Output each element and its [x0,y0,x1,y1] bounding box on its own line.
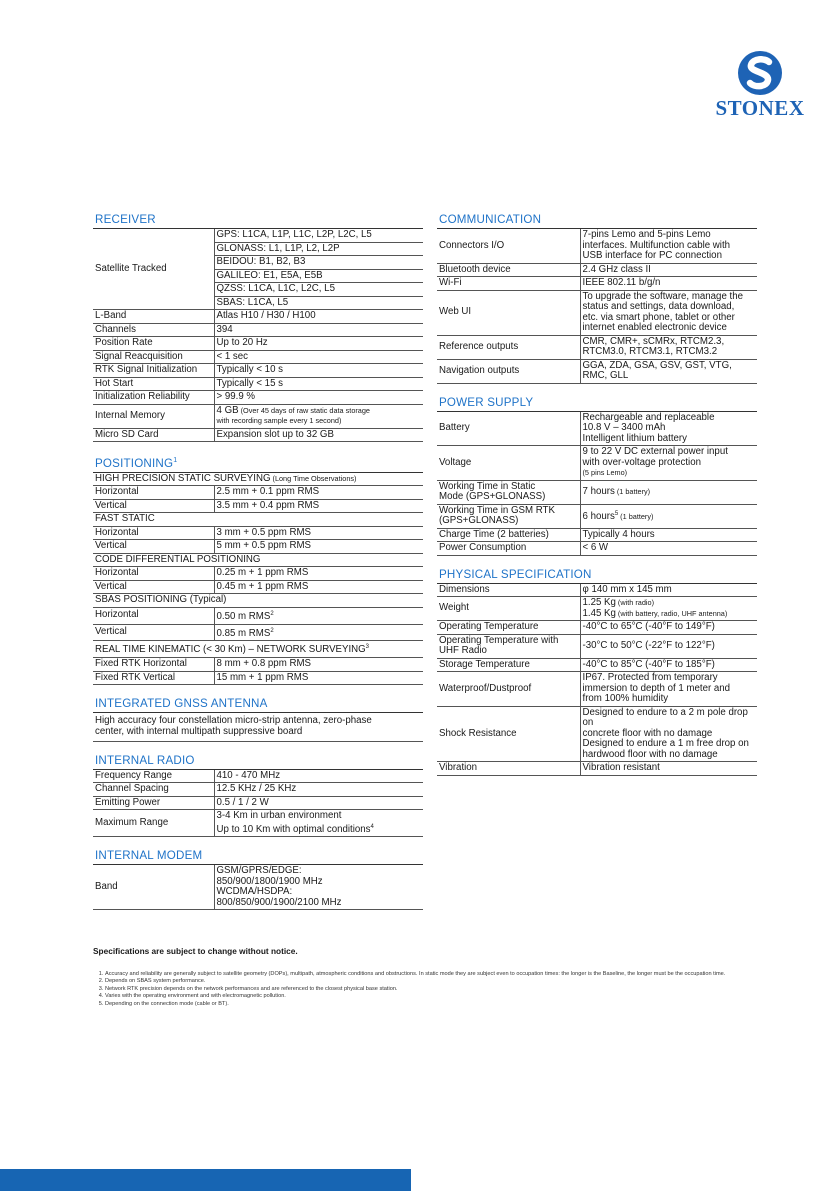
spec-label: RTK Signal Initialization [93,364,214,378]
satellite-label: Satellite Tracked [93,229,214,310]
spec-label: Emitting Power [93,796,214,810]
spec-value: 5 mm + 0.5 ppm RMS [214,540,423,554]
memory-note-2: with recording sample every 1 second) [216,416,342,425]
footnotes [93,946,783,1008]
spec-value [580,229,757,263]
table-row [93,624,423,641]
value-note: (1 battery) [618,512,654,522]
spec-label: Connectors I/O [437,229,580,263]
spec-label: L-Band [93,310,214,324]
spec-label: Vibration [437,762,580,776]
spec-value: 0.25 m + 1 ppm RMS [214,567,423,581]
table-row [93,783,423,797]
physical-table [437,584,757,776]
spec-label: Fixed RTK Vertical [93,671,214,685]
table-row [93,404,423,428]
communication-title: COMMUNICATION [437,213,757,229]
table-row [437,412,757,446]
value-line: 7-pins Lemo and 5-pins Lemo [582,229,711,240]
table-row [93,810,423,837]
table-row [93,229,423,242]
value-line: etc. via smart phone, tablet or other [582,311,735,323]
memory-size: 4 GB [216,404,239,416]
subsection-note: (Long Time Observations) [270,473,357,483]
spec-label: Initialization Reliability [93,391,214,405]
footnote-marker: 2 [270,627,274,634]
value-line: internet enabled electronic device [582,322,727,333]
table-row [93,428,423,442]
spec-label: Reference outputs [437,335,580,359]
table-row [437,229,757,263]
footnote-marker: 5 [614,511,619,518]
table-row [93,607,423,624]
band-line: 800/850/900/1900/2100 MHz [216,896,342,908]
spec-label: Weight [437,597,580,621]
footnote-marker: 4 [370,823,374,830]
table-row [437,290,757,335]
antenna-line: High accuracy four constellation micro-strip antenna, zero-phase [95,715,372,727]
label-line: Working Time in GSM RTK [439,504,555,516]
spec-label: Channel Spacing [93,783,214,797]
spec-label: Battery [437,412,580,446]
spec-label: Hot Start [93,377,214,391]
footnote-marker: 2 [270,610,274,617]
label-line: Mode (GPS+GLONASS) [439,491,546,502]
communication-table [437,229,757,384]
spec-label [437,504,580,528]
table-row [93,337,423,351]
table-row [437,446,757,481]
spec-value: Typically < 15 s [214,377,423,391]
table-row [437,504,757,528]
value-note: (with battery, radio, UHF antenna) [615,608,728,618]
table-row [93,486,423,500]
label-line: Operating Temperature with [439,634,559,646]
value-line: Rechargeable and replaceable [582,411,715,423]
subsection-title: FAST STATIC [93,513,423,527]
spec-value: Expansion slot up to 32 GB [214,428,423,442]
spec-value [214,624,423,641]
spec-value [580,597,757,621]
table-row [437,528,757,542]
spec-value [580,412,757,446]
positioning-title-text: POSITIONING [95,456,174,470]
spec-value: 3.5 mm + 0.4 ppm RMS [214,499,423,513]
spec-label: Horizontal [93,607,214,624]
table-row [437,480,757,504]
antenna-description [93,713,423,742]
spec-label: Vertical [93,540,214,554]
spec-value: 2.5 mm + 0.1 ppm RMS [214,486,423,500]
spec-value: Typically 4 hours [580,528,757,542]
value-line: RTCM3.0, RTCM3.1, RTCM3.2 [582,346,718,357]
spec-label: Web UI [437,290,580,335]
antenna-title: INTEGRATED GNSS ANTENNA [93,697,423,713]
positioning-title [93,454,423,473]
modem-table [93,865,423,910]
spec-value: Atlas H10 / H30 / H100 [214,310,423,324]
spec-label [437,480,580,504]
spec-value-text: 0.85 m RMS [216,627,271,639]
spec-label: Dimensions [437,584,580,597]
value-line: hardwood floor with no damage [582,748,718,760]
disclaimer: Specifications are subject to change without notice. [93,946,298,956]
table-row [93,364,423,378]
footnote-marker: 1 [173,457,178,464]
spec-label: Horizontal [93,486,214,500]
subsection-title-text: HIGH PRECISION STATIC SURVEYING [95,472,271,484]
table-row [93,796,423,810]
memory-note: (Over 45 days of raw static data storage [238,405,370,415]
table-row [93,553,423,567]
spec-value: Typically < 10 s [214,364,423,378]
spec-value: 2.4 GHz class II [580,263,757,277]
footnote-item: 1. Accuracy and reliability are generally subject to satellite geometry (DOPs), multipath, atmospheric conditions and obstructions. In static mode they are subject even to occupation times: the longer is the Baseline, the longer must be the occupation time. [105,971,783,978]
stonex-logo [705,50,815,121]
spec-label: Vertical [93,624,214,641]
table-row [93,641,423,658]
satellite-value: GLONASS: L1, L1P, L2, L2P [214,242,423,256]
spec-label: Storage Temperature [437,658,580,672]
table-row [437,634,757,658]
spec-label: Position Rate [93,337,214,351]
spec-value: 0.45 m + 1 ppm RMS [214,580,423,594]
spec-value: < 1 sec [214,350,423,364]
brand-name: STONEX [715,96,805,120]
footnote-item: 4. Varies with the operating environment and with electromagnetic pollution. [105,993,783,1000]
table-row [437,335,757,359]
band-line: GSM/GPRS/EDGE: [216,865,302,877]
spec-label: Shock Resistance [437,706,580,762]
spec-label: Fixed RTK Horizontal [93,658,214,672]
subsection-title: CODE DIFFERENTIAL POSITIONING [93,553,423,567]
value-note: (with radio) [615,598,655,607]
value-line: interfaces. Multifunction cable with [582,239,731,251]
spec-label: Operating Temperature [437,621,580,635]
satellite-value: QZSS: L1CA, L1C, L2C, L5 [214,283,423,297]
spec-value [214,865,423,910]
spec-label: Voltage [437,446,580,481]
spec-value: φ 140 mm x 145 mm [580,584,757,597]
footer-bar [0,1169,411,1191]
subsection-title [93,473,423,486]
table-row [93,567,423,581]
table-row [93,350,423,364]
value-note: (5 pins Lemo) [582,468,628,477]
value-line: 6 hours [582,511,615,523]
value-line: GGA, ZDA, GSA, GSV, GST, VTG, [582,359,732,371]
spec-label: Signal Reacquisition [93,350,214,364]
table-row [93,499,423,513]
spec-value: 394 [214,323,423,337]
value-line: Intelligent lithium battery [582,432,687,444]
value-line: from 100% humidity [582,693,669,704]
range-line: Up to 10 Km with optimal conditions [216,823,371,835]
table-row [437,359,757,383]
power-table [437,412,757,556]
modem-title: INTERNAL MODEM [93,849,423,865]
spec-label: Vertical [93,499,214,513]
spec-value [580,504,757,528]
label-line: (GPS+GLONASS) [439,515,519,526]
table-row [93,513,423,527]
satellite-value: BEIDOU: B1, B2, B3 [214,256,423,270]
spec-value: 0.5 / 1 / 2 W [214,796,423,810]
value-line: To upgrade the software, manage the [582,290,743,302]
spec-value [580,290,757,335]
table-row [437,263,757,277]
right-column [437,213,757,776]
spec-value: 12.5 KHz / 25 KHz [214,783,423,797]
spec-value [580,446,757,481]
footnote-item: 5. Depending on the connection mode (cable or BT). [105,1001,783,1008]
label-line: Working Time in Static [439,480,536,492]
value-line: status and settings, data download, [582,301,735,312]
stonex-emblem-icon [735,50,785,96]
spec-label: Bluetooth device [437,263,580,277]
positioning-table [93,473,423,685]
spec-value [214,404,423,428]
satellite-value: SBAS: L1CA, L5 [214,296,423,310]
physical-title: PHYSICAL SPECIFICATION [437,568,757,584]
spec-value: Up to 20 Hz [214,337,423,351]
table-row [93,671,423,685]
band-line: WCDMA/HSDPA: [216,886,293,898]
left-column [93,213,423,910]
subsection-title [93,641,423,658]
table-row [437,584,757,597]
value-line: CMR, CMR+, sCMRx, RTCM2.3, [582,335,725,347]
label-line: UHF Radio [439,645,487,656]
range-line: 3-4 Km in urban environment [216,810,342,822]
footnote-item: 3. Network RTK precision depends on the network performances and are referenced to the closest physical base station. [105,986,783,993]
power-title: POWER SUPPLY [437,396,757,412]
spec-value: 410 - 470 MHz [214,770,423,783]
spec-label: Charge Time (2 batteries) [437,528,580,542]
value-line: with over-voltage protection [582,456,701,468]
spec-label: Band [93,865,214,910]
table-row [437,277,757,291]
spec-value: < 6 W [580,542,757,556]
table-row [93,377,423,391]
table-row [93,540,423,554]
value-line: 10.8 V – 3400 mAh [582,422,666,433]
value-line: 7 hours [582,485,615,497]
satellite-value: GPS: L1CA, L1P, L1C, L2P, L2C, L5 [214,229,423,242]
table-row [93,594,423,608]
spec-label: Frequency Range [93,770,214,783]
spec-label: Vertical [93,580,214,594]
spec-label: Navigation outputs [437,359,580,383]
table-row [93,865,423,910]
spec-label: Channels [93,323,214,337]
spec-value [580,359,757,383]
spec-value: -40°C to 85°C (-40°F to 185°F) [580,658,757,672]
spec-value-text: 0.50 m RMS [216,611,271,623]
spec-value: 15 mm + 1 ppm RMS [214,671,423,685]
table-row [437,597,757,621]
spec-value [580,672,757,707]
spec-value: 8 mm + 0.8 ppm RMS [214,658,423,672]
subsection-title: SBAS POSITIONING (Typical) [93,594,423,608]
band-line: 850/900/1800/1900 MHz [216,875,323,887]
table-row [93,391,423,405]
spec-label: Power Consumption [437,542,580,556]
spec-value [214,810,423,837]
footnote-list [93,971,783,1008]
spec-value [580,706,757,762]
spec-label: Internal Memory [93,404,214,428]
spec-value [580,480,757,504]
table-row [93,580,423,594]
antenna-line: center, with internal multipath suppressive board [95,726,303,738]
value-line: Designed to endure to a 2 m pole drop on [582,706,748,728]
spec-label: Horizontal [93,567,214,581]
spec-value [214,607,423,624]
spec-label: Horizontal [93,526,214,540]
footnote-marker: 3 [365,644,370,651]
receiver-title: RECEIVER [93,213,423,229]
spec-label: Maximum Range [93,810,214,837]
spec-label: Wi-Fi [437,277,580,291]
spec-value: -40°C to 65°C (-40°F to 149°F) [580,621,757,635]
subsection-title-text: REAL TIME KINEMATIC (< 30 Km) – NETWORK SURVEYING [95,644,366,656]
spec-value: -30°C to 50°C (-22°F to 122°F) [580,634,757,658]
table-row [437,658,757,672]
value-line: RMC, GLL [582,370,629,381]
value-line: 1.45 Kg [582,607,616,619]
value-line: 9 to 22 V DC external power input [582,446,728,457]
receiver-table [93,229,423,442]
value-line: Designed to endure a 1 m free drop on [582,738,749,749]
radio-title: INTERNAL RADIO [93,754,423,770]
spec-value: 3 mm + 0.5 ppm RMS [214,526,423,540]
table-row [93,526,423,540]
value-line: concrete floor with no damage [582,727,713,739]
radio-table [93,770,423,838]
footnote-item: 2. Depends on SBAS system performance. [105,978,783,985]
table-row [437,706,757,762]
value-line: IP67. Protected from temporary [582,672,718,683]
table-row [437,672,757,707]
table-row [93,658,423,672]
value-line: immersion to depth of 1 meter and [582,682,731,694]
spec-value: > 99.9 % [214,391,423,405]
table-row [437,621,757,635]
value-line: USB interface for PC connection [582,250,722,261]
satellite-value: GALILEO: E1, E5A, E5B [214,269,423,283]
value-note: (1 battery) [614,486,651,496]
table-row [93,323,423,337]
spec-value: IEEE 802.11 b/g/n [580,277,757,291]
spec-value [580,335,757,359]
spec-label: Waterproof/Dustproof [437,672,580,707]
spec-value: Vibration resistant [580,762,757,776]
table-row [93,473,423,486]
table-row [93,310,423,324]
value-line: 1.25 Kg [582,597,616,608]
table-row [437,542,757,556]
spec-label: Micro SD Card [93,428,214,442]
table-row [93,770,423,783]
spec-label [437,634,580,658]
table-row [437,762,757,776]
